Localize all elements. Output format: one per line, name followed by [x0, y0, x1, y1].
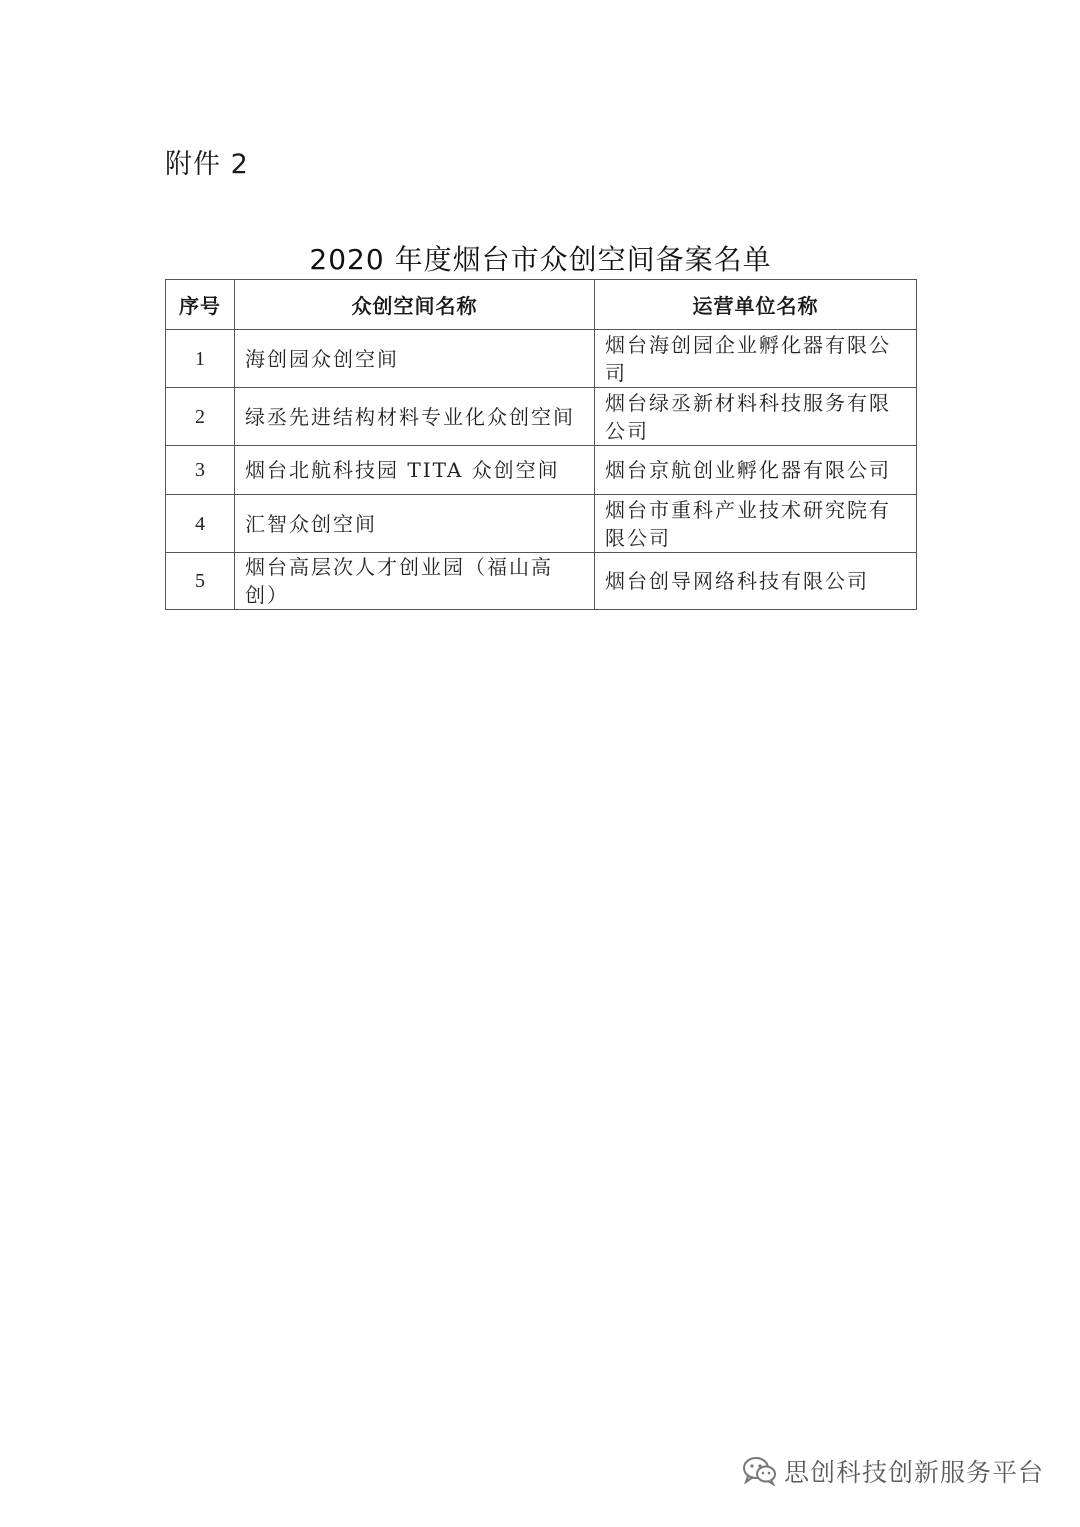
watermark-text: 思创科技创新服务平台 [783, 1458, 1044, 1487]
table-header-row [166, 280, 917, 330]
row-operator: 烟台市重科产业技术研究院有限公司 [595, 495, 917, 553]
row-space-name: 烟台高层次人才创业园（福山高创） [235, 553, 595, 610]
table-row [166, 553, 917, 610]
row-index: 5 [166, 553, 235, 610]
row-operator: 烟台京航创业孵化器有限公司 [595, 446, 917, 495]
table-row [166, 330, 917, 388]
row-index: 2 [166, 388, 235, 446]
watermark [742, 1453, 1044, 1489]
attachment-label: 附件 2 [165, 149, 249, 180]
table-row [166, 446, 917, 495]
row-space-name: 汇智众创空间 [235, 495, 595, 553]
row-index: 4 [166, 495, 235, 553]
table-row [166, 495, 917, 553]
row-index: 1 [166, 330, 235, 388]
row-index: 3 [166, 446, 235, 495]
row-space-name: 海创园众创空间 [235, 330, 595, 388]
header-space-name: 众创空间名称 [235, 280, 595, 330]
registration-table [165, 279, 917, 610]
row-space-name: 绿丞先进结构材料专业化众创空间 [235, 388, 595, 446]
wechat-icon [742, 1456, 778, 1486]
row-operator: 烟台绿丞新材料科技服务有限公司 [595, 388, 917, 446]
row-operator: 烟台创导网络科技有限公司 [595, 553, 917, 610]
document-title: 2020 年度烟台市众创空间备案名单 [309, 243, 772, 276]
table-row [166, 388, 917, 446]
row-operator: 烟台海创园企业孵化器有限公司 [595, 330, 917, 388]
row-space-name: 烟台北航科技园 TITA 众创空间 [235, 446, 595, 495]
header-operator: 运营单位名称 [595, 280, 917, 330]
header-index: 序号 [166, 280, 235, 330]
